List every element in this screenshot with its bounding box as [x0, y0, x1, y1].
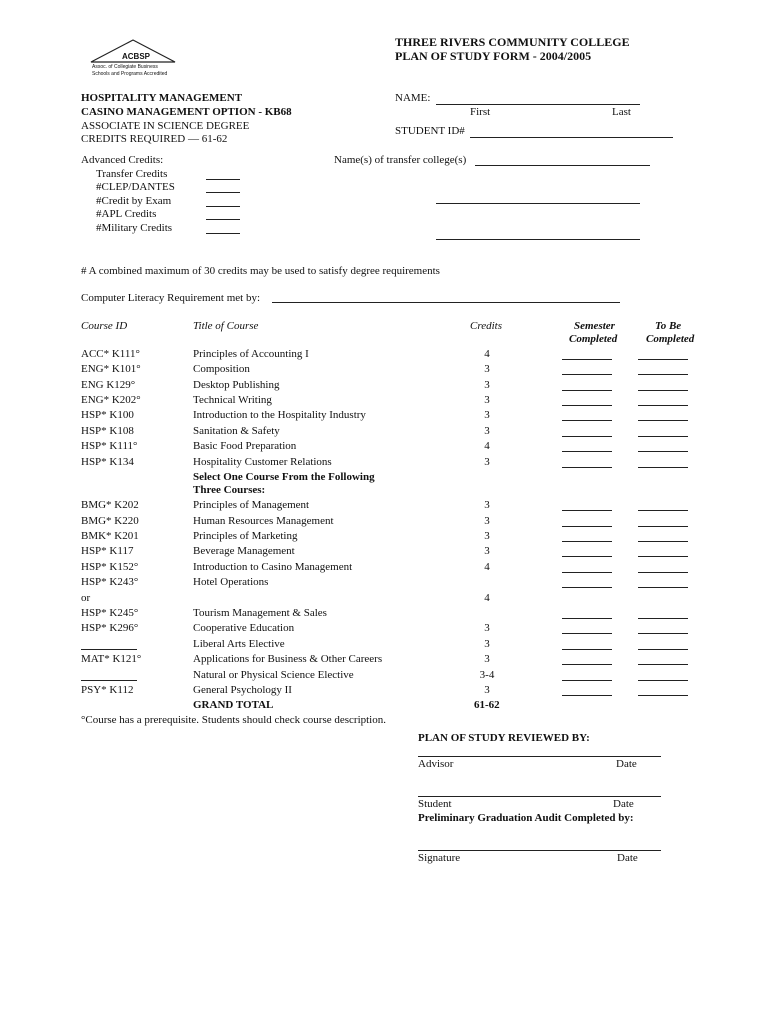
- logo-line2: Schools and Programs Accredited: [92, 71, 168, 77]
- semester-completed-field[interactable]: [562, 436, 612, 437]
- course-title: Liberal Arts Elective: [193, 638, 285, 650]
- transfer-college-field-1[interactable]: [475, 165, 650, 166]
- course-title: Principles of Marketing: [193, 530, 298, 542]
- course-id: BMG* K202: [81, 499, 139, 511]
- to-be-completed-field[interactable]: [638, 556, 688, 557]
- course-id: HSP* K243°: [81, 576, 139, 588]
- course-row: [0, 363, 770, 378]
- course-credits: 3: [484, 515, 490, 527]
- course-title: Natural or Physical Science Elective: [193, 669, 354, 681]
- header-title: Title of Course: [193, 320, 259, 332]
- course-row: [0, 456, 770, 471]
- course-title: Human Resources Management: [193, 515, 334, 527]
- course-id: HSP* K100: [81, 409, 134, 421]
- last-label: Last: [612, 106, 631, 118]
- header-tobe-2: Completed: [646, 333, 695, 345]
- course-credits: 4: [484, 592, 490, 604]
- logo-line1: Assoc. of Collegiate Business: [92, 64, 158, 70]
- to-be-completed-field[interactable]: [638, 572, 688, 573]
- to-be-completed-field[interactable]: [638, 359, 688, 360]
- review-title: PLAN OF STUDY REVIEWED BY:: [418, 732, 590, 744]
- program-name: HOSPITALITY MANAGEMENT: [81, 92, 243, 104]
- course-row: [0, 576, 770, 591]
- header-tobe-1: To Be: [655, 320, 682, 332]
- semester-completed-field[interactable]: [562, 680, 612, 681]
- elective-id-field[interactable]: [81, 680, 137, 681]
- course-credits: 3: [484, 530, 490, 542]
- select-note-line2: Three Courses:: [193, 484, 266, 496]
- course-credits: 3: [484, 394, 490, 406]
- semester-completed-field[interactable]: [562, 556, 612, 557]
- course-row: [0, 440, 770, 455]
- course-id: HSP* K296°: [81, 622, 139, 634]
- advanced-credits-title: Advanced Credits:: [81, 154, 164, 166]
- course-row: [0, 638, 770, 653]
- computer-literacy-field[interactable]: [272, 302, 620, 303]
- advisor-date-label: Date: [616, 758, 637, 770]
- semester-completed-field[interactable]: [562, 420, 612, 421]
- to-be-completed-field[interactable]: [638, 374, 688, 375]
- program-degree: ASSOCIATE IN SCIENCE DEGREE: [81, 120, 250, 132]
- course-title: Sanitation & Safety: [193, 425, 280, 437]
- course-row: [0, 409, 770, 424]
- credit-by-exam-field[interactable]: [206, 206, 240, 207]
- semester-completed-field[interactable]: [562, 541, 612, 542]
- to-be-completed-field[interactable]: [638, 541, 688, 542]
- course-id: HSP* K117: [81, 545, 134, 557]
- to-be-completed-field[interactable]: [638, 510, 688, 511]
- course-title: Introduction to the Hospitality Industry: [193, 409, 366, 421]
- to-be-completed-field[interactable]: [638, 680, 688, 681]
- course-title: Tourism Management & Sales: [193, 607, 327, 619]
- prerequisite-note: °Course has a prerequisite. Students should check course description.: [81, 714, 386, 726]
- course-title: Composition: [193, 363, 250, 375]
- semester-completed-field[interactable]: [562, 664, 612, 665]
- student-label: Student: [418, 798, 452, 810]
- course-title: General Psychology II: [193, 684, 292, 696]
- semester-completed-field[interactable]: [562, 633, 612, 634]
- course-credits: 3: [484, 409, 490, 421]
- course-title: Introduction to Casino Management: [193, 561, 353, 573]
- advisor-signature-field[interactable]: [418, 756, 661, 757]
- transfer-college-field-2[interactable]: [436, 203, 640, 204]
- course-row: [0, 669, 770, 684]
- course-row: [0, 561, 770, 576]
- grand-total-value: 61-62: [474, 699, 500, 711]
- advanced-item: #Credit by Exam: [96, 195, 172, 207]
- course-title: Principles of Accounting I: [193, 348, 309, 360]
- semester-completed-field[interactable]: [562, 526, 612, 527]
- course-row: [0, 425, 770, 440]
- to-be-completed-field[interactable]: [638, 587, 688, 588]
- to-be-completed-field[interactable]: [638, 526, 688, 527]
- course-credits: 3-4: [479, 669, 495, 681]
- select-note-line1: Select One Course From the Following: [193, 471, 375, 483]
- elective-id-field[interactable]: [81, 649, 137, 650]
- audit-title: Preliminary Graduation Audit Completed by:: [418, 812, 634, 824]
- header-credits: Credits: [470, 320, 502, 332]
- course-credits: 3: [484, 653, 490, 665]
- semester-completed-field[interactable]: [562, 374, 612, 375]
- program-option: CASINO MANAGEMENT OPTION - KB68: [81, 106, 292, 118]
- transfer-credits-field[interactable]: [206, 179, 240, 180]
- to-be-completed-field[interactable]: [638, 664, 688, 665]
- to-be-completed-field[interactable]: [638, 405, 688, 406]
- advisor-label: Advisor: [418, 758, 454, 770]
- course-id: ACC* K111°: [81, 348, 140, 360]
- signature-date-label: Date: [617, 852, 638, 864]
- semester-completed-field[interactable]: [562, 390, 612, 391]
- audit-signature-field[interactable]: [418, 850, 661, 851]
- course-row: [0, 592, 770, 607]
- name-label: NAME:: [395, 92, 431, 104]
- course-credits: 3: [484, 638, 490, 650]
- to-be-completed-field[interactable]: [638, 695, 688, 696]
- course-credits: 3: [484, 545, 490, 557]
- semester-completed-field[interactable]: [562, 467, 612, 468]
- course-credits: 3: [484, 499, 490, 511]
- semester-completed-field[interactable]: [562, 572, 612, 573]
- course-row: [0, 499, 770, 514]
- course-row: [0, 607, 770, 622]
- course-id: HSP* K152°: [81, 561, 139, 573]
- course-id: BMK* K201: [81, 530, 139, 542]
- transfer-college-field-3[interactable]: [436, 239, 640, 240]
- header-semester-1: Semester: [574, 320, 615, 332]
- student-id-label: STUDENT ID#: [395, 125, 465, 137]
- header-course-id: Course ID: [81, 320, 128, 332]
- course-title: Technical Writing: [193, 394, 272, 406]
- course-credits: 4: [484, 348, 490, 360]
- name-field[interactable]: [436, 104, 640, 105]
- course-id: ENG* K202°: [81, 394, 141, 406]
- course-id: HSP* K245°: [81, 607, 139, 619]
- course-credits: 3: [484, 622, 490, 634]
- course-credits: 3: [484, 684, 490, 696]
- course-id: HSP* K134: [81, 456, 134, 468]
- to-be-completed-field[interactable]: [638, 467, 688, 468]
- course-title: Principles of Management: [193, 499, 310, 511]
- course-title: Desktop Publishing: [193, 379, 280, 391]
- header-semester-2: Completed: [569, 333, 618, 345]
- course-id: HSP* K111°: [81, 440, 138, 452]
- to-be-completed-field[interactable]: [638, 436, 688, 437]
- course-credits: 4: [484, 561, 490, 573]
- computer-literacy-label: Computer Literacy Requirement met by:: [81, 292, 261, 304]
- course-row: [0, 653, 770, 668]
- course-id: BMG* K220: [81, 515, 139, 527]
- course-row: [0, 530, 770, 545]
- course-row: [0, 545, 770, 560]
- logo-acronym: ACBSP: [122, 52, 151, 61]
- course-credits: 3: [484, 425, 490, 437]
- course-id: or: [81, 592, 91, 604]
- semester-completed-field[interactable]: [562, 695, 612, 696]
- course-id: HSP* K108: [81, 425, 134, 437]
- to-be-completed-field[interactable]: [638, 618, 688, 619]
- course-title: Applications for Business & Other Careers: [193, 653, 383, 665]
- course-credits: 3: [484, 456, 490, 468]
- advanced-item: #Military Credits: [96, 222, 173, 234]
- semester-completed-field[interactable]: [562, 587, 612, 588]
- to-be-completed-field[interactable]: [638, 390, 688, 391]
- military-field[interactable]: [206, 233, 240, 234]
- first-label: First: [470, 106, 491, 118]
- course-title: Beverage Management: [193, 545, 295, 557]
- semester-completed-field[interactable]: [562, 451, 612, 452]
- course-id: MAT* K121°: [81, 653, 142, 665]
- advanced-item: #APL Credits: [96, 208, 157, 220]
- course-title: Hospitality Customer Relations: [193, 456, 332, 468]
- course-row: [0, 515, 770, 530]
- course-title: Cooperative Education: [193, 622, 295, 634]
- course-id: ENG* K101°: [81, 363, 141, 375]
- student-date-label: Date: [613, 798, 634, 810]
- course-row: [0, 379, 770, 394]
- to-be-completed-field[interactable]: [638, 649, 688, 650]
- course-row: [0, 394, 770, 409]
- course-title: Hotel Operations: [193, 576, 269, 588]
- advanced-item: Transfer Credits: [96, 168, 168, 180]
- signature-label: Signature: [418, 852, 461, 864]
- transfer-college-label: Name(s) of transfer college(s): [334, 154, 467, 166]
- acbsp-logo: [83, 22, 193, 84]
- course-row: [0, 684, 770, 699]
- credits-required: CREDITS REQUIRED — 61-62: [81, 133, 228, 145]
- course-title: Basic Food Preparation: [193, 440, 297, 452]
- student-signature-field[interactable]: [418, 796, 661, 797]
- course-credits: 3: [484, 363, 490, 375]
- form-title: PLAN OF STUDY FORM - 2004/2005: [395, 49, 592, 63]
- course-credits: 3: [484, 379, 490, 391]
- college-name: THREE RIVERS COMMUNITY COLLEGE: [395, 35, 630, 49]
- advanced-item: #CLEP/DANTES: [96, 181, 175, 193]
- to-be-completed-field[interactable]: [638, 451, 688, 452]
- clep-field[interactable]: [206, 192, 240, 193]
- semester-completed-field[interactable]: [562, 510, 612, 511]
- semester-completed-field[interactable]: [562, 649, 612, 650]
- semester-completed-field[interactable]: [562, 359, 612, 360]
- combined-credits-note: # A combined maximum of 30 credits may be used to satisfy degree requirements: [81, 265, 440, 277]
- course-id: ENG K129°: [81, 379, 136, 391]
- course-row: [0, 622, 770, 637]
- to-be-completed-field[interactable]: [638, 633, 688, 634]
- course-credits: 4: [484, 440, 490, 452]
- to-be-completed-field[interactable]: [638, 420, 688, 421]
- semester-completed-field[interactable]: [562, 618, 612, 619]
- semester-completed-field[interactable]: [562, 405, 612, 406]
- student-id-field[interactable]: [470, 137, 673, 138]
- course-row: [0, 348, 770, 363]
- grand-total-label: GRAND TOTAL: [193, 699, 274, 711]
- course-id: PSY* K112: [81, 684, 134, 696]
- apl-field[interactable]: [206, 219, 240, 220]
